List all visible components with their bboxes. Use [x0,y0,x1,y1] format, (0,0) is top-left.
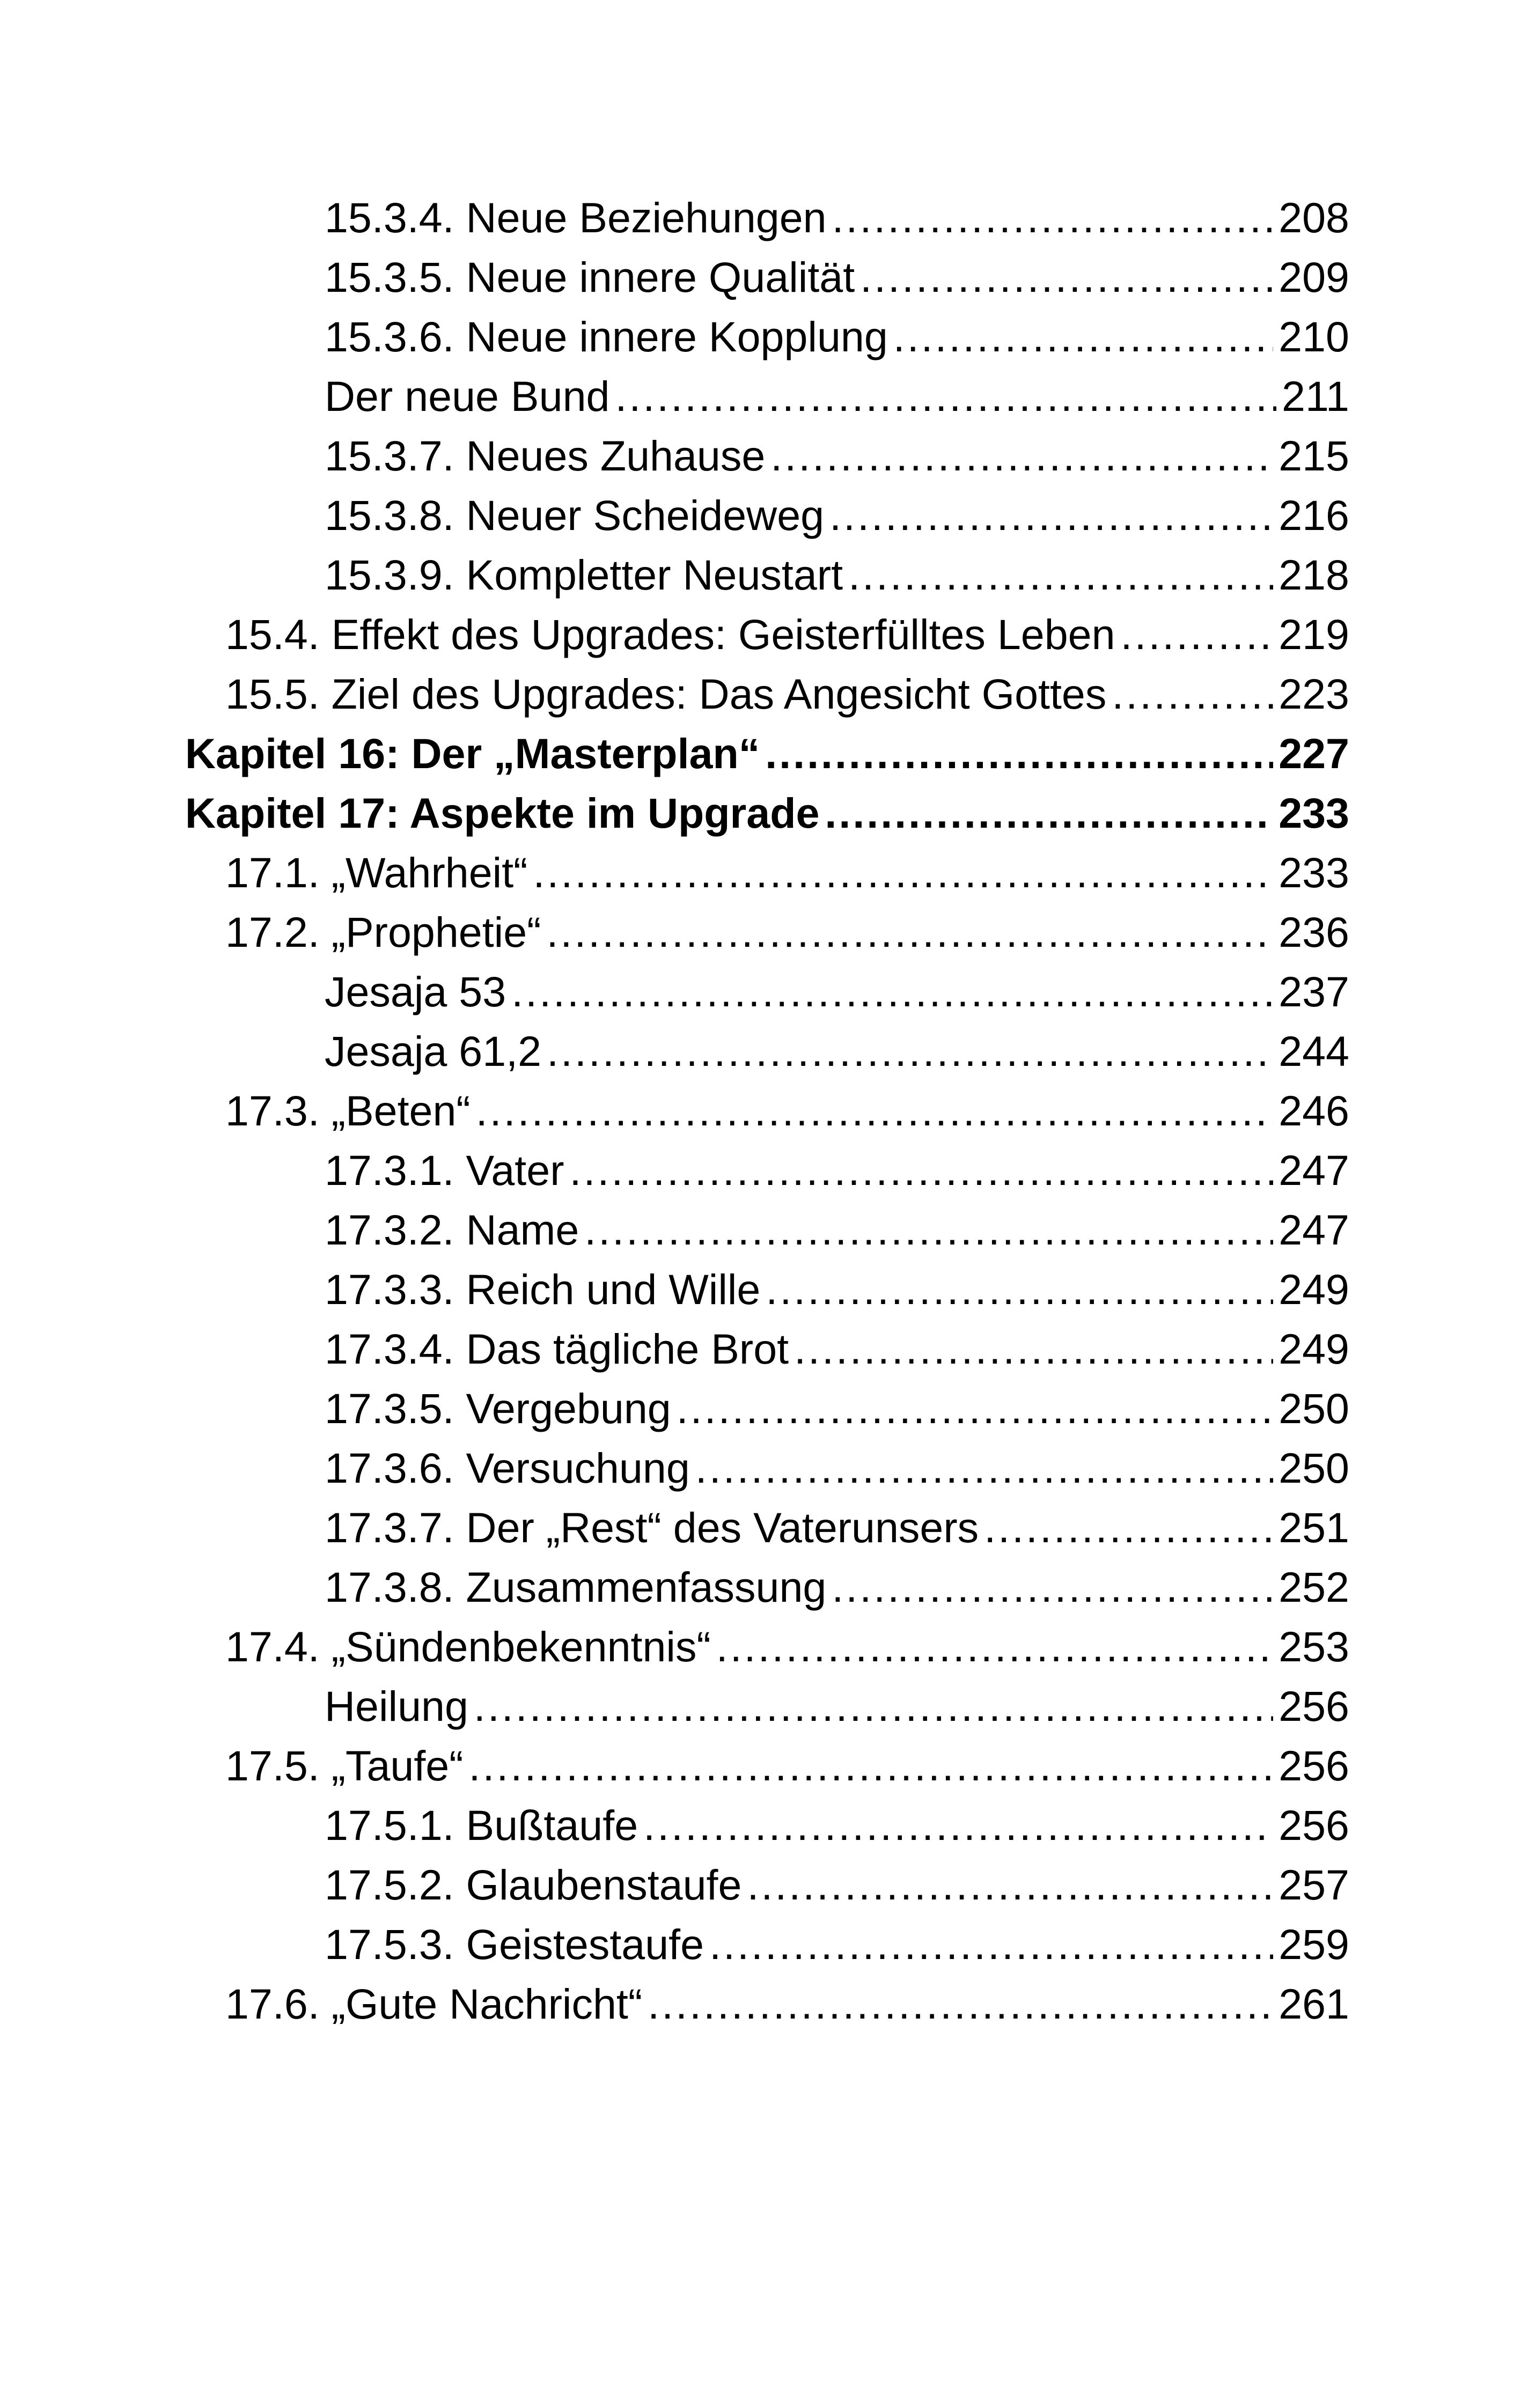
toc-page-number: 227 [1278,730,1349,777]
dot-leader [648,1974,1273,2034]
toc-entry-title: 15.3.5. Neue innere Qualität [325,253,855,301]
toc-entry-title: 17.5.2. Glaubenstaufe [325,1861,742,1909]
toc-page-number: 208 [1278,194,1349,241]
toc-section-entry[interactable] [325,1438,1349,1498]
toc-entry-title: 17.5.1. Bußtaufe [325,1801,638,1849]
toc-page-number: 252 [1278,1563,1349,1611]
toc-page-number: 247 [1278,1146,1349,1194]
dot-leader [469,1736,1274,1795]
toc-section-entry[interactable] [325,1140,1349,1200]
toc-section-entry[interactable] [325,1021,1349,1081]
dot-leader [677,1379,1273,1438]
toc-page-number: 211 [1282,372,1349,420]
toc-section-entry[interactable] [325,426,1349,485]
toc-section-entry[interactable] [325,1319,1349,1379]
toc-page-number: 250 [1278,1385,1349,1432]
dot-leader [716,1617,1273,1676]
dot-leader [511,962,1273,1021]
toc-page-number: 210 [1278,313,1349,360]
toc-page-number: 215 [1278,432,1349,480]
toc-entry-title: Kapitel 16: Der „Masterplan“ [185,730,760,777]
toc-section-entry[interactable] [325,1855,1349,1914]
toc-page-number: 246 [1278,1087,1349,1135]
toc-section-entry[interactable] [325,485,1349,545]
dot-leader [474,1676,1273,1736]
toc-section-entry[interactable] [225,1617,1349,1676]
toc-entry-title: Kapitel 17: Aspekte im Upgrade [185,789,820,837]
toc-page-number: 233 [1278,849,1349,896]
toc-section-entry[interactable] [325,1498,1349,1557]
toc-section-entry[interactable] [325,366,1349,426]
toc-section-entry[interactable] [325,188,1349,247]
toc-page-number: 249 [1278,1265,1349,1313]
toc-page-number: 244 [1278,1027,1349,1075]
toc-section-entry[interactable] [325,247,1349,307]
dot-leader [860,247,1273,307]
toc-page-number: 261 [1278,1980,1349,2028]
dot-leader [546,902,1273,962]
toc-page-number: 250 [1278,1444,1349,1492]
dot-leader [547,1021,1273,1081]
toc-section-entry[interactable] [325,1914,1349,1974]
dot-leader [848,545,1273,605]
toc-entry-title: 15.3.4. Neue Beziehungen [325,194,827,241]
dot-leader [747,1855,1273,1914]
dot-leader [533,843,1273,902]
toc-entry-title: 17.6. „Gute Nachricht“ [225,1980,643,2028]
toc-entry-title: Jesaja 53 [325,968,506,1015]
toc-entry-title: Jesaja 61,2 [325,1027,542,1075]
toc-entry-title: 17.3. „Beten“ [225,1087,471,1135]
toc-section-entry[interactable] [225,1974,1349,2034]
toc-section-entry[interactable] [225,1081,1349,1140]
dot-leader [570,1140,1274,1200]
toc-page-number: 249 [1278,1325,1349,1373]
dot-leader [476,1081,1273,1140]
toc-entry-title: 17.3.7. Der „Rest“ des Vaterunsers [325,1504,979,1551]
toc-chapter-entry[interactable] [185,783,1349,843]
dot-leader [893,307,1273,366]
dot-leader [794,1319,1273,1379]
dot-leader [1112,664,1273,724]
dot-leader [709,1914,1273,1974]
toc-entry-title: Der neue Bund [325,372,610,420]
toc-page-number: 251 [1278,1504,1349,1551]
toc-page-number: 236 [1278,908,1349,956]
toc-page-number: 209 [1278,253,1349,301]
toc-page-number: 219 [1278,610,1349,658]
dot-leader [584,1200,1273,1260]
toc-page-number: 259 [1278,1920,1349,1968]
dot-leader [829,485,1273,545]
toc-section-entry[interactable] [325,1200,1349,1260]
toc-entry-title: 15.3.6. Neue innere Kopplung [325,313,888,360]
dot-leader [766,1260,1273,1319]
toc-entry-title: 15.3.9. Kompletter Neustart [325,551,843,599]
toc-section-entry[interactable] [225,902,1349,962]
toc-section-entry[interactable] [225,664,1349,724]
toc-page-number: 218 [1278,551,1349,599]
toc-entry-title: 15.4. Effekt des Upgrades: Geisterfülltes Leben [225,610,1115,658]
toc-page-number: 216 [1278,491,1349,539]
dot-leader [643,1795,1273,1855]
toc-section-entry[interactable] [225,1736,1349,1795]
toc-page-number: 256 [1278,1801,1349,1849]
toc-entry-title: 15.3.7. Neues Zuhause [325,432,766,480]
toc-section-entry[interactable] [325,962,1349,1021]
toc-section-entry[interactable] [325,1795,1349,1855]
toc-entry-title: 17.4. „Sündenbekenntnis“ [225,1623,711,1670]
dot-leader [984,1498,1273,1557]
toc-entry-title: 17.3.4. Das tägliche Brot [325,1325,789,1373]
toc-entry-title: 17.3.8. Zusammenfassung [325,1563,827,1611]
dot-leader [765,724,1273,783]
toc-entry-title: 17.3.3. Reich und Wille [325,1265,761,1313]
toc-page-number: 233 [1278,789,1349,837]
toc-page-number: 256 [1278,1742,1349,1790]
toc-section-entry[interactable] [325,1557,1349,1617]
toc-page-number: 253 [1278,1623,1349,1670]
toc-section-entry[interactable] [225,605,1349,664]
dot-leader [695,1438,1273,1498]
dot-leader [825,783,1273,843]
toc-entry-title: 17.1. „Wahrheit“ [225,849,528,896]
dot-leader [832,188,1274,247]
toc-entry-title: 17.5.3. Geistestaufe [325,1920,704,1968]
dot-leader [832,1557,1273,1617]
toc-section-entry[interactable] [325,545,1349,605]
toc-entry-title: 17.2. „Prophetie“ [225,908,541,956]
dot-leader [1121,605,1274,664]
toc-entry-title: 17.3.5. Vergebung [325,1385,671,1432]
toc-entry-title: 15.3.8. Neuer Scheideweg [325,491,825,539]
toc-section-entry[interactable] [225,843,1349,902]
toc-section-entry[interactable] [325,1379,1349,1438]
dot-leader [770,426,1273,485]
toc-chapter-entry[interactable] [185,724,1349,783]
toc-page-number: 247 [1278,1206,1349,1254]
dot-leader [615,366,1276,426]
toc-section-entry[interactable] [325,1676,1349,1736]
table-of-contents [0,188,1521,2034]
toc-entry-title: 17.3.2. Name [325,1206,579,1254]
toc-entry-title: 17.3.1. Vater [325,1146,564,1194]
toc-page-number: 223 [1278,670,1349,718]
toc-entry-title: Heilung [325,1682,468,1730]
toc-page-number: 256 [1278,1682,1349,1730]
toc-page-number: 257 [1278,1861,1349,1909]
toc-page-number: 237 [1278,968,1349,1015]
toc-section-entry[interactable] [325,307,1349,366]
toc-section-entry[interactable] [325,1260,1349,1319]
toc-entry-title: 17.3.6. Versuchung [325,1444,690,1492]
toc-entry-title: 15.5. Ziel des Upgrades: Das Angesicht Gottes [225,670,1107,718]
toc-entry-title: 17.5. „Taufe“ [225,1742,464,1790]
